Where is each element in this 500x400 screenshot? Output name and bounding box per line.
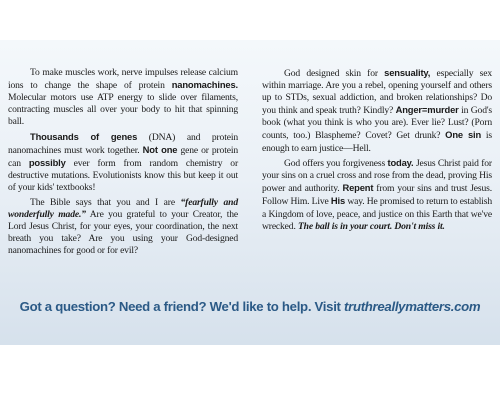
text-run: in God's book (what you think is who you are). Ever lie? Lust? (Porn counts, too.) Blaspheme? Covet? Get drunk? (262, 105, 492, 142)
text-run: To make muscles work, nerve impulses release calcium ions to change the shape of protein (8, 67, 238, 92)
text-run: way. He promised to return to establish a Kingdom of love, peace, and justice on this Earth that we've wrecked. (262, 196, 492, 232)
text-run: Molecular motors use ATP energy to slide over filaments, contracting muscles all over your body to hit that spinning ball. (8, 92, 238, 128)
paragraph-muscles (8, 67, 238, 128)
closing-emphasis: The ball is in your court. Don't miss it. (297, 220, 445, 232)
emphasis: possibly (28, 157, 66, 169)
paragraph-skin (262, 67, 492, 155)
text-run: Jesus Christ paid for your sins on a cruel cross and rose from the dead, proving His power and authority. (262, 158, 492, 195)
emphasis: today. (387, 157, 414, 169)
emphasis: sensuality, (384, 67, 431, 78)
left-column (8, 67, 238, 317)
paragraph-forgiveness (262, 157, 492, 233)
text-run: (DNA) and protein nanomachines must work together. (8, 131, 238, 157)
text-run: from your sins and trust Jesus. Follow Him. Live (262, 183, 492, 208)
emphasis: Thousands of genes (30, 130, 138, 142)
quote-emphasis: “fearfully and wonderfully made.” (8, 196, 238, 221)
text-run: is enough to earn justice—Hell. (262, 130, 492, 154)
paragraph-genes (8, 131, 238, 194)
footer-text: Got a question? Need a friend? We'd like to help. Visit (19, 299, 345, 314)
text-run: gene or protein can (8, 145, 238, 170)
emphasis: Anger=murder (395, 104, 459, 116)
text-run: God designed skin for (284, 68, 385, 79)
right-column (262, 67, 492, 317)
emphasis: His (330, 195, 346, 207)
emphasis: nanomachines. (171, 79, 238, 91)
text-columns (8, 67, 492, 317)
text-run: ever form from random chemistry or destructive mutations. Evolutionists know this but keep it out of your kids' textbooks! (8, 158, 238, 194)
paragraph-bible (8, 197, 238, 257)
text-run: Are you grateful to your Creator, the Lord Jesus Christ, for your eyes, your coordination, the next breath you take? Are you using your God-designed nanomachines for good or for evil? (8, 209, 238, 257)
text-run: especially sex within marriage. Are you a rebel, opening yourself and others up to STDs, sexual addiction, and broken relationships? Do you think and speak truth? Kindly? (262, 68, 492, 117)
emphasis: Not one (142, 144, 178, 156)
text-run: God offers you forgiveness (284, 158, 388, 170)
emphasis: Repent (342, 182, 374, 194)
tract-card (0, 40, 500, 345)
footer-callout (0, 293, 500, 321)
emphasis: One sin (445, 129, 482, 141)
website-link[interactable]: truthreallymatters.com (344, 299, 481, 314)
text-run: The Bible says that you and I are (30, 196, 181, 208)
